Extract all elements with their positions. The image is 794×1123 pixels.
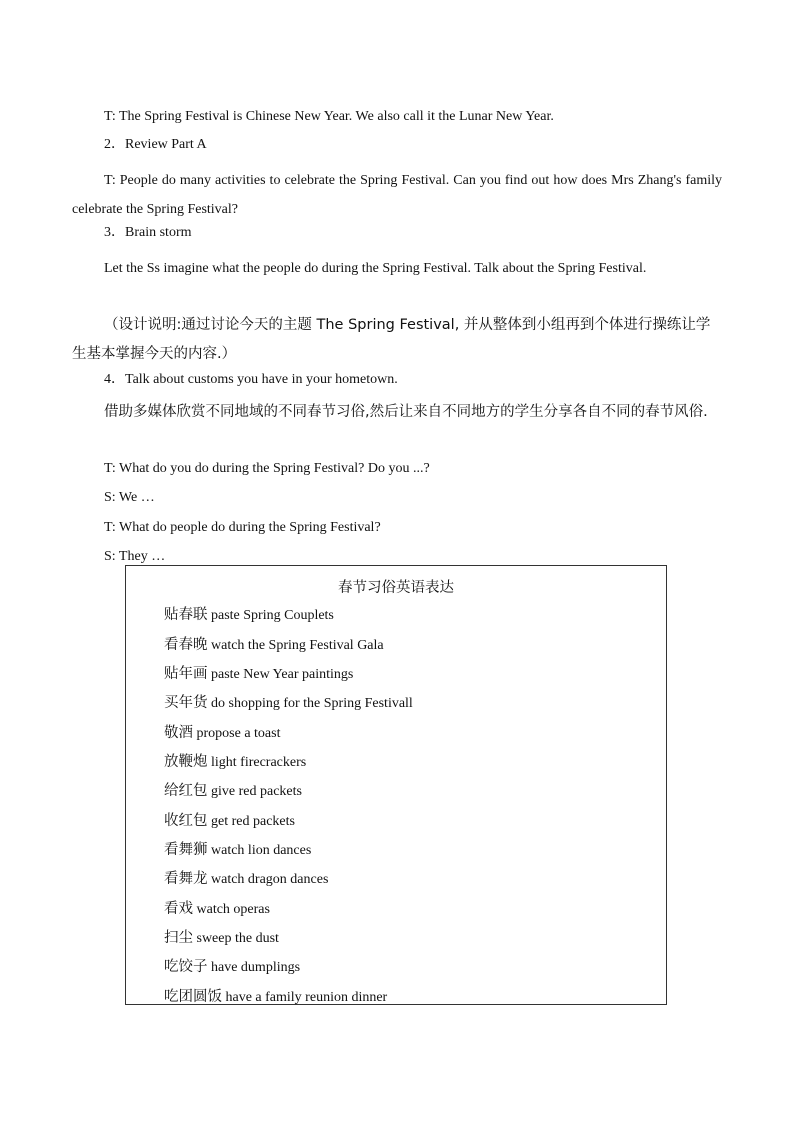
table-row <box>164 723 280 744</box>
dialogue-line-4: S: They … <box>104 549 166 564</box>
customs-table <box>125 565 667 1005</box>
section-heading-4: 4．Talk about customs you have in your hometown. <box>104 372 398 387</box>
row-chinese: 吃饺子 <box>164 959 208 975</box>
row-chinese: 贴春联 <box>164 607 208 623</box>
row-chinese: 看舞龙 <box>164 871 208 887</box>
section-heading-2: 2．Review Part A <box>104 137 207 152</box>
row-english: paste Spring Couplets <box>207 608 334 623</box>
table-row <box>164 928 279 949</box>
paragraph-customs: 借助多媒体欣赏不同地域的不同春节习俗,然后让来自不同地方的学生分享各自不同的春节风俗. <box>104 404 708 420</box>
row-english: watch lion dances <box>207 843 312 858</box>
table-row <box>164 752 306 773</box>
row-english: have a family reunion dinner <box>222 990 388 1005</box>
row-english: propose a toast <box>193 726 281 741</box>
row-english: watch the Spring Festival Gala <box>207 638 384 653</box>
row-english: get red packets <box>207 814 295 829</box>
row-english: paste New Year paintings <box>207 667 354 682</box>
row-chinese: 敬酒 <box>164 725 193 741</box>
row-english: watch dragon dances <box>207 872 329 887</box>
row-english: do shopping for the Spring Festivall <box>207 696 413 711</box>
row-chinese: 扫尘 <box>164 930 193 946</box>
row-english: watch operas <box>193 902 270 917</box>
row-chinese: 贴年画 <box>164 666 208 682</box>
table-row <box>164 605 334 626</box>
table-title: 春节习俗英语表达 <box>338 580 454 596</box>
section-heading-3: 3．Brain storm <box>104 225 192 240</box>
table-row <box>164 635 384 656</box>
table-row <box>164 693 413 714</box>
row-chinese: 放鞭炮 <box>164 754 208 770</box>
dialogue-line-2: S: We … <box>104 490 155 505</box>
row-english: have dumplings <box>207 960 301 975</box>
table-row <box>164 957 300 978</box>
row-english: sweep the dust <box>193 931 279 946</box>
row-chinese: 看舞狮 <box>164 842 208 858</box>
table-row <box>164 781 302 802</box>
table-row <box>164 840 311 861</box>
row-english: give red packets <box>207 784 302 799</box>
design-note: （设计说明:通过讨论今天的主题 The Spring Festival, 并从整体到小组再到个体进行操练让学生基本掌握今天的内容.） <box>72 317 711 362</box>
table-row <box>164 811 295 832</box>
row-chinese: 看戏 <box>164 901 193 917</box>
paragraph-intro: T: The Spring Festival is Chinese New Year. We also call it the Lunar New Year. <box>104 109 554 124</box>
row-chinese: 吃团圆饭 <box>164 989 222 1005</box>
table-row <box>164 987 387 1008</box>
table-row <box>164 664 353 685</box>
dialogue-line-3: T: What do people do during the Spring Festival? <box>104 520 381 535</box>
row-chinese: 给红包 <box>164 783 208 799</box>
row-chinese: 看春晚 <box>164 637 208 653</box>
paragraph-brainstorm: Let the Ss imagine what the people do during the Spring Festival. Talk about the Spring Festival. <box>104 261 647 276</box>
paragraph-review: T: People do many activities to celebrate the Spring Festival. Can you find out how does Mrs Zhang's family celebrate the Spring Festival? <box>72 173 722 217</box>
dialogue-line-1: T: What do you do during the Spring Festival? Do you ...? <box>104 461 430 476</box>
table-row <box>164 869 328 890</box>
row-chinese: 买年货 <box>164 695 208 711</box>
row-chinese: 收红包 <box>164 813 208 829</box>
row-english: light firecrackers <box>207 755 307 770</box>
table-row <box>164 899 270 920</box>
